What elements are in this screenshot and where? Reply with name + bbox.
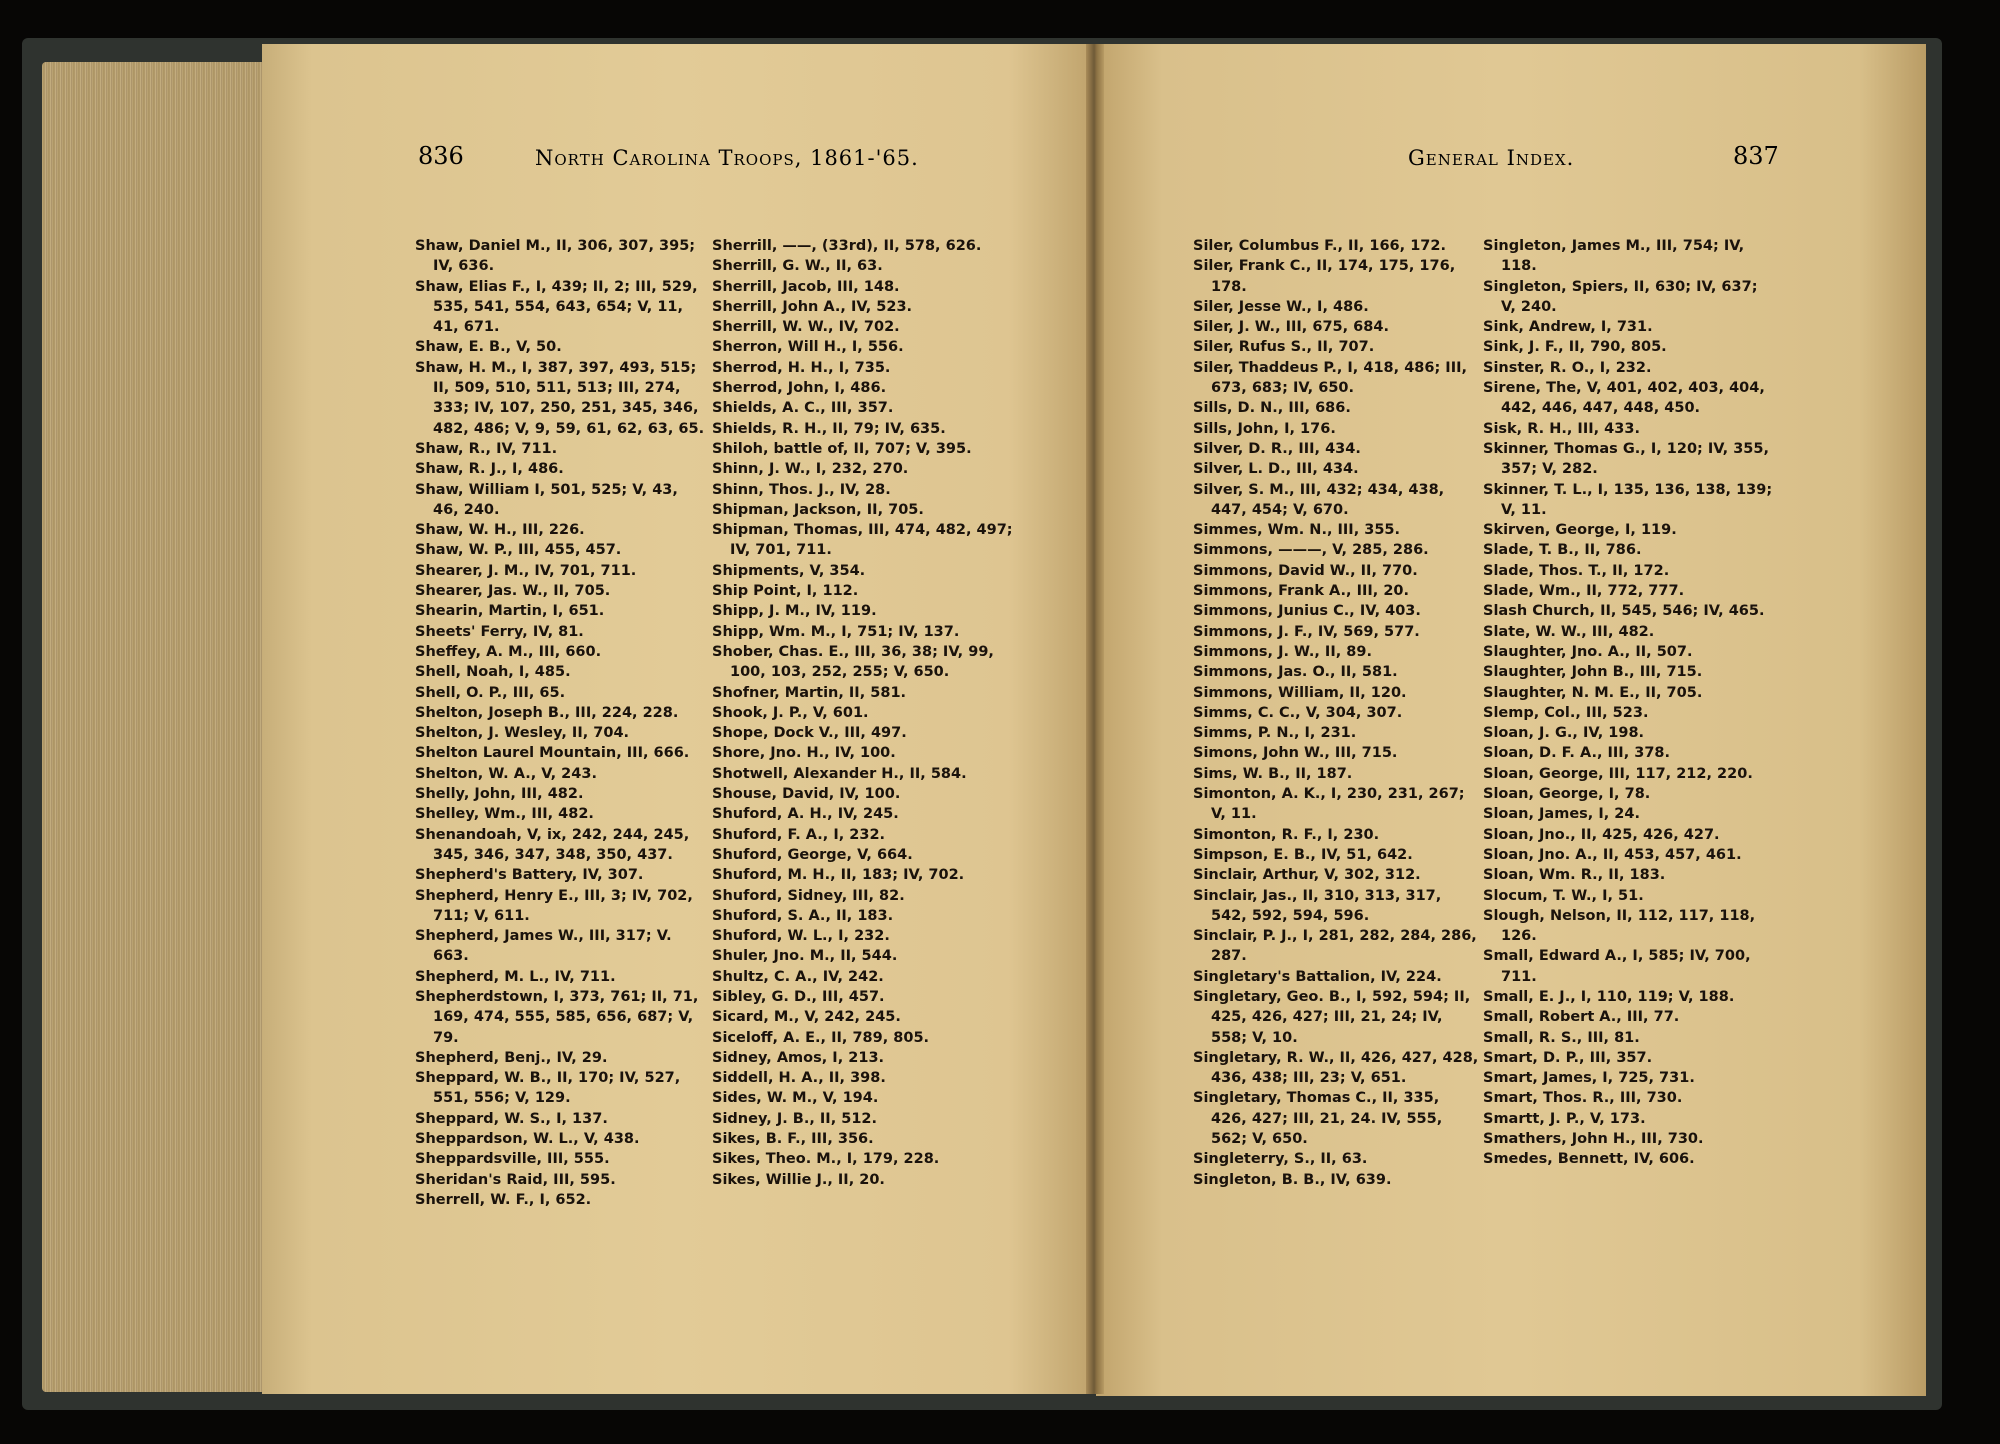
index-entry: Sloan, J. G., IV, 198. <box>1483 725 1645 742</box>
index-entry: Shaw, E. B., V, 50. <box>415 339 562 356</box>
index-entry: Simmons, David W., II, 770. <box>1193 562 1418 579</box>
index-entry: Sherrell, W. F., I, 652. <box>415 1191 592 1208</box>
index-entry: Siddell, H. A., II, 398. <box>712 1070 886 1087</box>
index-entry: Sirene, The, V, 401, 402, 403, 404, 442, 446, 447, 448, 450. <box>1483 380 1765 417</box>
index-entry: Shaw, William I, 501, 525; V, 43, 46, 240. <box>415 481 678 518</box>
index-entry: Singletary's Battalion, IV, 224. <box>1193 968 1442 985</box>
page-edges <box>42 62 282 1392</box>
index-entry: Smart, D. P., III, 357. <box>1483 1049 1653 1066</box>
index-entry: Sinclair, Arthur, V, 302, 312. <box>1193 867 1421 884</box>
index-entry: Slough, Nelson, II, 112, 117, 118, 126. <box>1483 907 1756 945</box>
left-page-number: 836 <box>418 142 464 170</box>
index-entry: Sink, Andrew, I, 731. <box>1483 319 1653 336</box>
index-entry: Simms, C. C., V, 304, 307. <box>1193 704 1403 721</box>
index-entry: Small, Robert A., III, 77. <box>1483 1009 1680 1026</box>
index-entry: Sherron, Will H., I, 556. <box>712 339 904 356</box>
index-entry: Small, R. S., III, 81. <box>1483 1029 1640 1046</box>
index-entry: Shepherd's Battery, IV, 307. <box>415 867 644 884</box>
index-entry: Shouse, David, IV, 100. <box>712 786 901 803</box>
index-entry: Shaw, R. J., I, 486. <box>415 461 564 478</box>
index-entry: Shuford, M. H., II, 183; IV, 702. <box>712 867 965 884</box>
index-entry: Sinster, R. O., I, 232. <box>1483 359 1652 376</box>
index-entry: Sherrill, John A., IV, 523. <box>712 298 913 315</box>
index-entry: Sink, J. F., II, 790, 805. <box>1483 339 1667 356</box>
index-entry: Shepherdstown, I, 373, 761; II, 71, 169, 474, 555, 585, 656, 687; V, 79. <box>415 988 699 1046</box>
index-entry: Sikes, B. F., III, 356. <box>712 1131 874 1148</box>
index-entry: Shearer, Jas. W., II, 705. <box>415 583 611 600</box>
index-entry: Sherrill, Jacob, III, 148. <box>712 278 900 295</box>
index-entry: Smart, James, I, 725, 731. <box>1483 1070 1695 1087</box>
index-entry: Shearer, J. M., IV, 701, 711. <box>415 562 637 579</box>
index-entry: Simmons, William, II, 120. <box>1193 684 1407 701</box>
index-entry: Simpson, E. B., IV, 51, 642. <box>1193 846 1413 863</box>
index-entry: Shenandoah, V, ix, 242, 244, 245, 345, 346, 347, 348, 350, 437. <box>415 826 690 863</box>
index-entry: Shaw, Daniel M., II, 306, 307, 395; IV, 636. <box>415 238 696 275</box>
index-entry: Simms, P. N., I, 231. <box>1193 725 1357 742</box>
index-entry: Small, Edward A., I, 585; IV, 700, 711. <box>1483 948 1751 985</box>
index-entry: Shelton, J. Wesley, II, 704. <box>415 725 630 742</box>
index-entry: Simons, John W., III, 715. <box>1193 745 1398 762</box>
index-entry: Sheppardson, W. L., V, 438. <box>415 1131 640 1148</box>
index-entry: Sidney, J. B., II, 512. <box>712 1110 878 1127</box>
index-entry: Silver, L. D., III, 434. <box>1193 461 1359 478</box>
index-entry: Shofner, Martin, II, 581. <box>712 684 907 701</box>
index-entry: Sikes, Theo. M., I, 179, 228. <box>712 1151 940 1168</box>
index-entry: Slate, W. W., III, 482. <box>1483 623 1655 640</box>
index-entry: Shultz, C. A., IV, 242. <box>712 968 884 985</box>
index-entry: Siler, Thaddeus P., I, 418, 486; III, 673, 683; IV, 650. <box>1193 359 1467 397</box>
index-entry: Sheridan's Raid, III, 595. <box>415 1171 616 1188</box>
index-entry: Slaughter, John B., III, 715. <box>1483 664 1703 681</box>
right-running-head: General Index. <box>1408 146 1575 170</box>
index-entry: Singletary, Thomas C., II, 335, 426, 427; III, 21, 24. IV, 555, 562; V, 650. <box>1193 1090 1443 1148</box>
index-entry: Shaw, W. H., III, 226. <box>415 522 585 539</box>
index-entry: Shipman, Jackson, II, 705. <box>712 501 924 518</box>
index-entry: Smedes, Bennett, IV, 606. <box>1483 1151 1695 1168</box>
index-entry: Shelton, W. A., V, 243. <box>415 765 597 782</box>
index-entry: Sicard, M., V, 242, 245. <box>712 1009 901 1026</box>
index-entry: Sloan, Jno., II, 425, 426, 427. <box>1483 826 1720 843</box>
index-entry: Sills, John, I, 176. <box>1193 420 1336 437</box>
index-entry: Singleton, James M., III, 754; IV, 118. <box>1483 238 1745 275</box>
index-entry: Shore, Jno. H., IV, 100. <box>712 745 896 762</box>
index-entry: Shipments, V, 354. <box>712 562 866 579</box>
index-entry: Silver, D. R., III, 434. <box>1193 440 1361 457</box>
index-entry: Shipp, Wm. M., I, 751; IV, 137. <box>712 623 960 640</box>
index-entry: Sidney, Amos, I, 213. <box>712 1049 885 1066</box>
index-entry: Shepherd, James W., III, 317; V. 663. <box>415 928 672 965</box>
index-entry: Singleton, B. B., IV, 639. <box>1193 1171 1392 1188</box>
index-entry: Simmons, Jas. O., II, 581. <box>1193 664 1398 681</box>
index-entry: Sherrill, ——, (33rd), II, 578, 626. <box>712 238 982 254</box>
index-entry: Shelton, Joseph B., III, 224, 228. <box>415 704 679 721</box>
index-entry: Shotwell, Alexander H., II, 584. <box>712 765 967 782</box>
index-entry: Shields, A. C., III, 357. <box>712 400 894 417</box>
index-entry: Siceloff, A. E., II, 789, 805. <box>712 1029 930 1046</box>
index-entry: Shields, R. H., II, 79; IV, 635. <box>712 420 946 437</box>
index-entry: Simmons, Junius C., IV, 403. <box>1193 603 1421 620</box>
index-entry: Smathers, John H., III, 730. <box>1483 1131 1704 1148</box>
index-entry: Shinn, Thos. J., IV, 28. <box>712 481 891 498</box>
index-entry: Sloan, George, I, 78. <box>1483 786 1651 803</box>
index-entry: Sinclair, Jas., II, 310, 313, 317, 542, 592, 594, 596. <box>1193 887 1442 924</box>
index-entry: Sills, D. N., III, 686. <box>1193 400 1351 417</box>
left-running-head: North Carolina Troops, 1861-'65. <box>535 146 919 170</box>
index-entry: Simmons, J. W., II, 89. <box>1193 643 1372 660</box>
index-entry: Sherrill, G. W., II, 63. <box>712 258 883 275</box>
index-entry: Shook, J. P., V, 601. <box>712 704 869 721</box>
index-entry: Sloan, George, III, 117, 212, 220. <box>1483 765 1753 782</box>
index-entry: Sheppardsville, III, 555. <box>415 1151 610 1168</box>
index-entry: Shuford, A. H., IV, 245. <box>712 806 899 823</box>
index-entry: Slaughter, Jno. A., II, 507. <box>1483 643 1693 660</box>
index-entry: Slaughter, N. M. E., II, 705. <box>1483 684 1703 701</box>
index-entry: Shelly, John, III, 482. <box>415 786 584 803</box>
index-entry: Skinner, Thomas G., I, 120; IV, 355, 357; V, 282. <box>1483 440 1769 478</box>
right-index-column-2 <box>1483 236 1777 1170</box>
index-entry: Slemp, Col., III, 523. <box>1483 704 1649 721</box>
index-entry: Skinner, T. L., I, 135, 136, 138, 139; V, 11. <box>1483 481 1773 518</box>
index-entry: Slade, Wm., II, 772, 777. <box>1483 583 1685 600</box>
index-entry: Shelton Laurel Mountain, III, 666. <box>415 745 690 762</box>
index-entry: Shuford, S. A., II, 183. <box>712 907 894 924</box>
index-entry: Singletary, R. W., II, 426, 427, 428, 436, 438; III, 23; V, 651. <box>1193 1049 1479 1087</box>
index-entry: Shelley, Wm., III, 482. <box>415 806 594 823</box>
index-entry: Slash Church, II, 545, 546; IV, 465. <box>1483 603 1765 620</box>
index-entry: Skirven, George, I, 119. <box>1483 522 1677 539</box>
index-entry: Shepherd, Benj., IV, 29. <box>415 1049 608 1066</box>
index-entry: Siler, Columbus F., II, 166, 172. <box>1193 238 1446 254</box>
index-entry: Siler, Rufus S., II, 707. <box>1193 339 1375 356</box>
index-entry: Sherrill, W. W., IV, 702. <box>712 319 900 336</box>
index-entry: Slade, T. B., II, 786. <box>1483 542 1642 559</box>
index-entry: Shipp, J. M., IV, 119. <box>712 603 877 620</box>
index-entry: Simmons, Frank A., III, 20. <box>1193 583 1410 600</box>
index-entry: Sheets' Ferry, IV, 81. <box>415 623 584 640</box>
index-entry: Sinclair, P. J., I, 281, 282, 284, 286, 287. <box>1193 928 1477 965</box>
index-entry: Slocum, T. W., I, 51. <box>1483 887 1644 904</box>
index-entry: Sherrod, H. H., I, 735. <box>712 359 891 376</box>
index-entry: Shiloh, battle of, II, 707; V, 395. <box>712 440 972 457</box>
index-entry: Siler, Jesse W., I, 486. <box>1193 298 1369 315</box>
index-entry: Shuford, F. A., I, 232. <box>712 826 886 843</box>
index-entry: Sloan, D. F. A., III, 378. <box>1483 745 1671 762</box>
index-entry: Shaw, H. M., I, 387, 397, 493, 515; II, 509, 510, 511, 513; III, 274, 333; IV, 107, 250, 251, 345, 346, 482, 486; V, 9, 59, 61, 62, 63, 65. <box>415 359 705 437</box>
index-entry: Sheppard, W. B., II, 170; IV, 527, 551, 556; V, 129. <box>415 1070 681 1107</box>
index-entry: Shearin, Martin, I, 651. <box>415 603 605 620</box>
index-entry: Sikes, Willie J., II, 20. <box>712 1171 885 1188</box>
right-index-column-1 <box>1193 236 1479 1190</box>
index-entry: Shuford, Sidney, III, 82. <box>712 887 905 904</box>
index-entry: Silver, S. M., III, 432; 434, 438, 447, 454; V, 670. <box>1193 481 1445 518</box>
index-entry: Sims, W. B., II, 187. <box>1193 765 1353 782</box>
index-entry: Simmons, J. F., IV, 569, 577. <box>1193 623 1420 640</box>
index-entry: Singleterry, S., II, 63. <box>1193 1151 1368 1168</box>
index-entry: Smartt, J. P., V, 173. <box>1483 1110 1646 1127</box>
index-entry: Sloan, Jno. A., II, 453, 457, 461. <box>1483 846 1742 863</box>
index-entry: Shell, O. P., III, 65. <box>415 684 566 701</box>
index-entry: Shuford, George, V, 664. <box>712 846 913 863</box>
index-entry: Simmes, Wm. N., III, 355. <box>1193 522 1401 539</box>
index-entry: Smart, Thos. R., III, 730. <box>1483 1090 1683 1107</box>
index-entry: Singleton, Spiers, II, 630; IV, 637; V, 240. <box>1483 278 1758 315</box>
index-entry: Sloan, Wm. R., II, 183. <box>1483 867 1666 884</box>
index-entry: Shope, Dock V., III, 497. <box>712 725 907 742</box>
index-entry: Slade, Thos. T., II, 172. <box>1483 562 1670 579</box>
index-entry: Shepherd, M. L., IV, 711. <box>415 968 616 985</box>
index-entry: Sides, W. M., V, 194. <box>712 1090 879 1107</box>
index-entry: Ship Point, I, 112. <box>712 583 859 600</box>
index-entry: Small, E. J., I, 110, 119; V, 188. <box>1483 988 1735 1005</box>
left-index-column-2 <box>712 236 1016 1190</box>
index-entry: Sheffey, A. M., III, 660. <box>415 643 602 660</box>
index-entry: Shober, Chas. E., III, 36, 38; IV, 99, 100, 103, 252, 255; V, 650. <box>712 643 994 681</box>
book-gutter <box>1086 44 1104 1394</box>
index-entry: Shuford, W. L., I, 232. <box>712 928 890 945</box>
index-entry: Sibley, G. D., III, 457. <box>712 988 885 1005</box>
index-entry: Shaw, W. P., III, 455, 457. <box>415 542 622 559</box>
index-entry: Shaw, Elias F., I, 439; II, 2; III, 529, 535, 541, 554, 643, 654; V, 11, 41, 671. <box>415 278 698 336</box>
index-entry: Shinn, J. W., I, 232, 270. <box>712 461 909 478</box>
index-entry: Simmons, ———, V, 285, 286. <box>1193 542 1429 559</box>
index-entry: Singletary, Geo. B., I, 592, 594; II, 425, 426, 427; III, 21, 24; IV, 558; V, 10. <box>1193 988 1471 1046</box>
index-entry: Sherrod, John, I, 486. <box>712 380 887 397</box>
index-entry: Shuler, Jno. M., II, 544. <box>712 948 898 965</box>
index-entry: Sloan, James, I, 24. <box>1483 806 1640 823</box>
index-entry: Siler, Frank C., II, 174, 175, 176, 178. <box>1193 258 1456 295</box>
index-entry: Simonton, R. F., I, 230. <box>1193 826 1380 843</box>
left-index-column-1 <box>415 236 707 1210</box>
index-entry: Sisk, R. H., III, 433. <box>1483 420 1640 437</box>
index-entry: Simonton, A. K., I, 230, 231, 267; V, 11. <box>1193 786 1465 823</box>
index-entry: Shell, Noah, I, 485. <box>415 664 571 681</box>
index-entry: Shepherd, Henry E., III, 3; IV, 702, 711; V, 611. <box>415 887 693 924</box>
index-entry: Shaw, R., IV, 711. <box>415 440 558 457</box>
right-page-number: 837 <box>1733 142 1779 170</box>
index-entry: Siler, J. W., III, 675, 684. <box>1193 319 1389 336</box>
index-entry: Sheppard, W. S., I, 137. <box>415 1110 608 1127</box>
index-entry: Shipman, Thomas, III, 474, 482, 497; IV, 701, 711. <box>712 522 1013 559</box>
